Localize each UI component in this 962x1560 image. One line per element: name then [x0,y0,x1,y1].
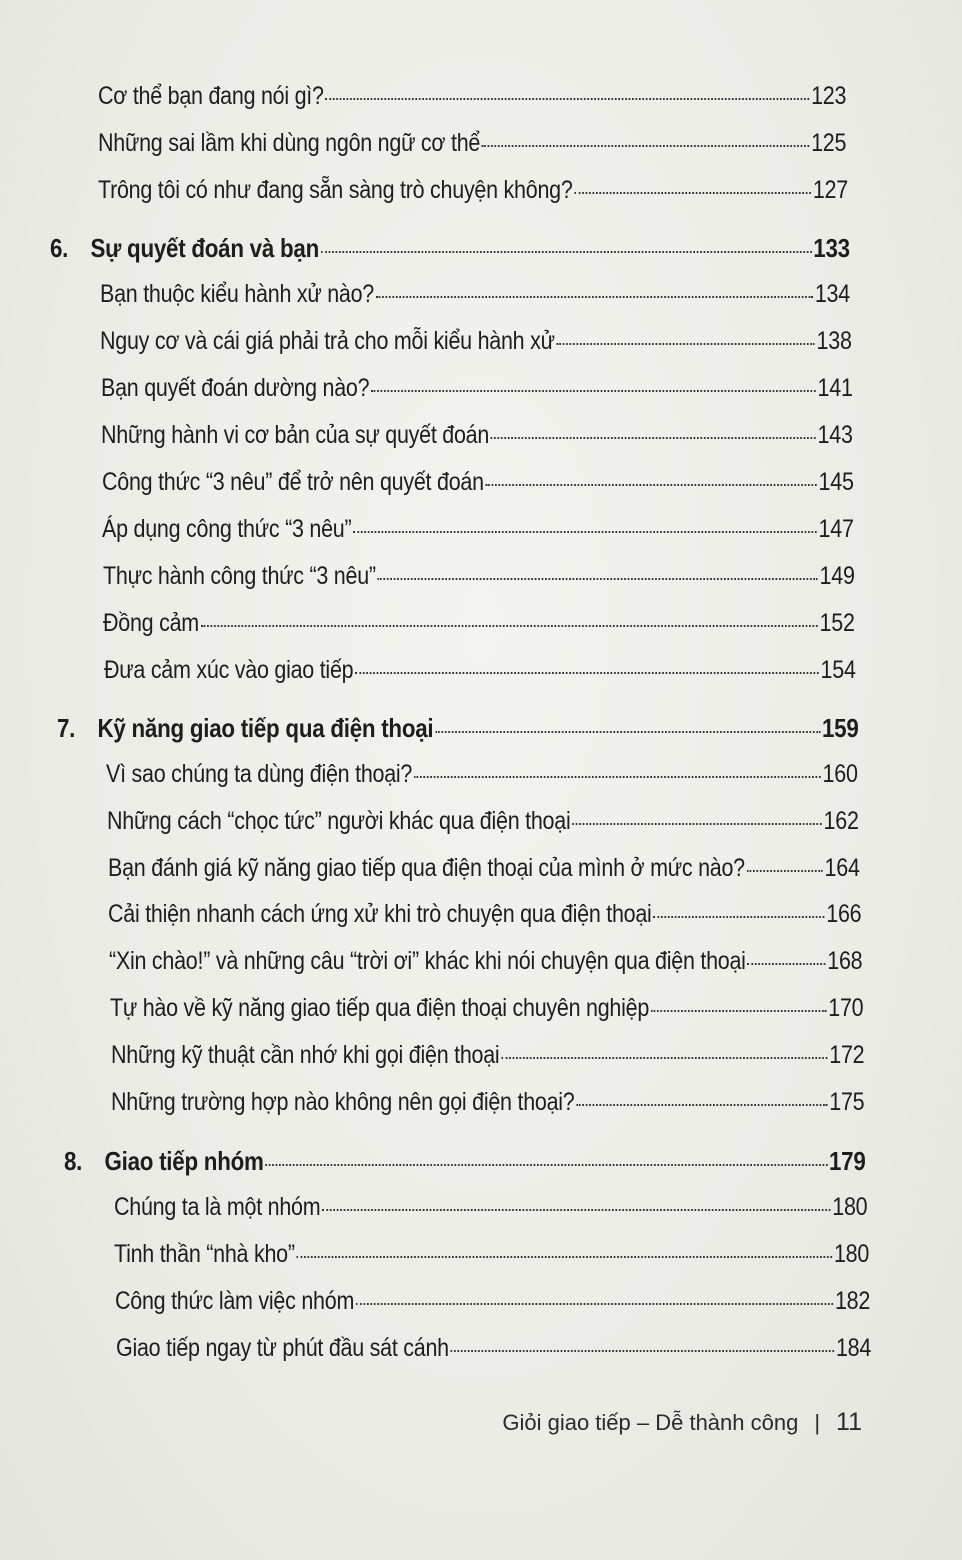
toc-entry-title: Cải thiện nhanh cách ứng xử khi trò chuyện qua điện thoại [108,900,652,928]
toc-leader-dots [556,343,814,345]
toc-entry-page: 180 [833,1240,870,1268]
toc-chapter-number: 8. [64,1146,83,1176]
toc-chapter-number: 7. [57,713,76,743]
toc-entry-page: 175 [829,1088,865,1116]
toc-entry [98,82,846,111]
footer-book-title: Giỏi giao tiếp – Dễ thành công [502,1409,799,1435]
toc-entry-page: 145 [818,468,854,496]
toc-chapter-6 [50,233,850,264]
toc-leader-dots [414,776,821,778]
toc-leader-dots [265,1164,827,1166]
toc-entry [107,807,859,836]
toc-entry-title: Công thức làm việc nhóm [115,1287,355,1315]
footer-separator: | [814,1409,821,1435]
toc-entry-title: Đồng cảm [103,609,199,637]
toc-entry [114,1240,869,1269]
toc-entry [109,947,862,976]
toc-entry-title: Tinh thần “nhà kho” [114,1240,295,1268]
toc-entry-title: Tự hào về kỹ năng giao tiếp qua điện thoại chuyên nghiệp [110,994,650,1022]
toc-chapter-title: Giao tiếp nhóm [104,1146,264,1176]
toc-entry [98,129,846,158]
toc-entry-page: 152 [819,609,855,637]
toc-entry-page: 182 [834,1287,871,1315]
toc-leader-dots [321,251,812,253]
toc-entry [103,609,855,638]
toc-chapter-title: Kỹ năng giao tiếp qua điện thoại [97,713,434,743]
toc-chapter-8 [64,1146,866,1177]
toc-chapter-title: Sự quyết đoán và bạn [90,233,319,263]
toc-leader-dots [747,963,825,965]
toc-entry-page: 154 [820,656,856,684]
toc-entry-page: 123 [811,82,847,110]
toc-entry [111,1088,864,1117]
toc-entry-title: Những cách “chọc tức” người khác qua điện thoại [107,807,571,835]
toc-entry-title: Giao tiếp ngay từ phút đầu sát cánh [116,1334,449,1362]
toc-leader-dots [376,296,813,298]
toc-entry-page: 149 [819,562,855,590]
toc-chapter-number: 6. [50,233,69,263]
toc-entry-title: Bạn thuộc kiểu hành xử nào? [100,280,375,308]
toc-entry-page: 143 [817,421,853,449]
toc-entry [104,656,856,685]
toc-entry-page: 141 [817,374,853,402]
toc-leader-dots [322,1209,830,1211]
toc-entry-title: Những sai lầm khi dùng ngôn ngữ cơ thể [98,129,481,157]
toc-entry-page: 147 [818,515,854,543]
toc-entry-title: Thực hành công thức “3 nêu” [103,562,376,590]
toc-leader-dots [486,484,817,486]
toc-entry-title: Vì sao chúng ta dùng điện thoại? [106,760,413,788]
toc-entry [114,1193,867,1222]
toc-entry-page: 168 [827,947,863,975]
toc-entry-title: Đưa cảm xúc vào giao tiếp [104,656,354,684]
toc-entry-title: Nguy cơ và cái giá phải trả cho mỗi kiểu hành xử [100,327,555,355]
toc-leader-dots [653,916,824,918]
toc-entry [108,900,861,929]
page-footer [502,1408,862,1437]
toc-entry-title: Bạn quyết đoán dường nào? [101,374,370,402]
toc-leader-dots [201,625,818,627]
toc-entry-page: 134 [814,280,850,308]
toc-chapter-page: 159 [821,713,859,743]
toc-entry [108,854,860,883]
toc-entry-page: 127 [812,176,848,204]
toc-entry [106,760,858,789]
toc-leader-dots [451,1350,835,1352]
toc-entry-title: Công thức “3 nêu” để trở nên quyết đoán [102,468,484,496]
toc-leader-dots [574,192,811,194]
toc-entry [98,176,848,205]
toc-entry-page: 162 [823,807,859,835]
toc-entry-title: Áp dụng công thức “3 nêu” [102,515,352,543]
toc-entry-page: 164 [824,854,860,882]
toc-entry [110,994,863,1023]
toc-entry [111,1041,864,1070]
toc-entry [102,468,854,497]
toc-entry-title: Những hành vi cơ bản của sự quyết đoán [101,421,490,449]
toc-entry-title: Bạn đánh giá kỹ năng giao tiếp qua điện thoại của mình ở mức nào? [108,854,745,882]
toc-entry-page: 172 [829,1041,865,1069]
toc-entry [101,421,853,450]
toc-entry-page: 184 [835,1334,872,1362]
toc-entry [100,327,852,356]
toc-entry-page: 166 [826,900,862,928]
toc-entry-page: 180 [832,1193,868,1221]
toc-leader-dots [355,672,819,674]
toc-entry-page: 125 [811,129,847,157]
toc-chapter-page: 133 [813,233,850,263]
toc-entry-title: Những kỹ thuật cần nhớ khi gọi điện thoại [111,1041,500,1069]
toc-leader-dots [356,1303,833,1305]
toc-entry-title: Trông tôi có như đang sẵn sàng trò chuyện không? [98,176,573,204]
toc-leader-dots [501,1057,827,1059]
toc-leader-dots [435,731,820,733]
toc-leader-dots [491,437,816,439]
toc-leader-dots [296,1256,832,1258]
toc-chapter-7 [57,713,859,744]
toc-leader-dots [747,870,823,872]
toc-leader-dots [576,1104,827,1106]
toc-entry-page: 138 [816,327,852,355]
toc-leader-dots [378,578,818,580]
toc-entry [102,515,854,544]
toc-leader-dots [482,145,810,147]
toc-chapter-page: 179 [828,1146,866,1176]
toc-entry-title: Cơ thể bạn đang nói gì? [98,82,324,110]
toc-entry [116,1334,871,1363]
toc-leader-dots [353,531,817,533]
toc-leader-dots [325,98,809,100]
toc-entry [101,374,853,403]
toc-entry [115,1287,870,1316]
toc-entry [103,562,855,591]
footer-page-number: 11 [836,1408,862,1436]
toc-entry-title: Chúng ta là một nhóm [114,1193,321,1221]
toc-entry-title: Những trường hợp nào không nên gọi điện thoại? [111,1088,575,1116]
toc-entry [100,280,850,309]
toc-entry-title: “Xin chào!” và những câu “trời ơi” khác khi nói chuyện qua điện thoại [109,947,746,975]
toc-leader-dots [651,1010,827,1012]
toc-entry-page: 170 [828,994,864,1022]
toc-entry-page: 160 [822,760,858,788]
toc-leader-dots [572,823,822,825]
toc-leader-dots [371,390,816,392]
